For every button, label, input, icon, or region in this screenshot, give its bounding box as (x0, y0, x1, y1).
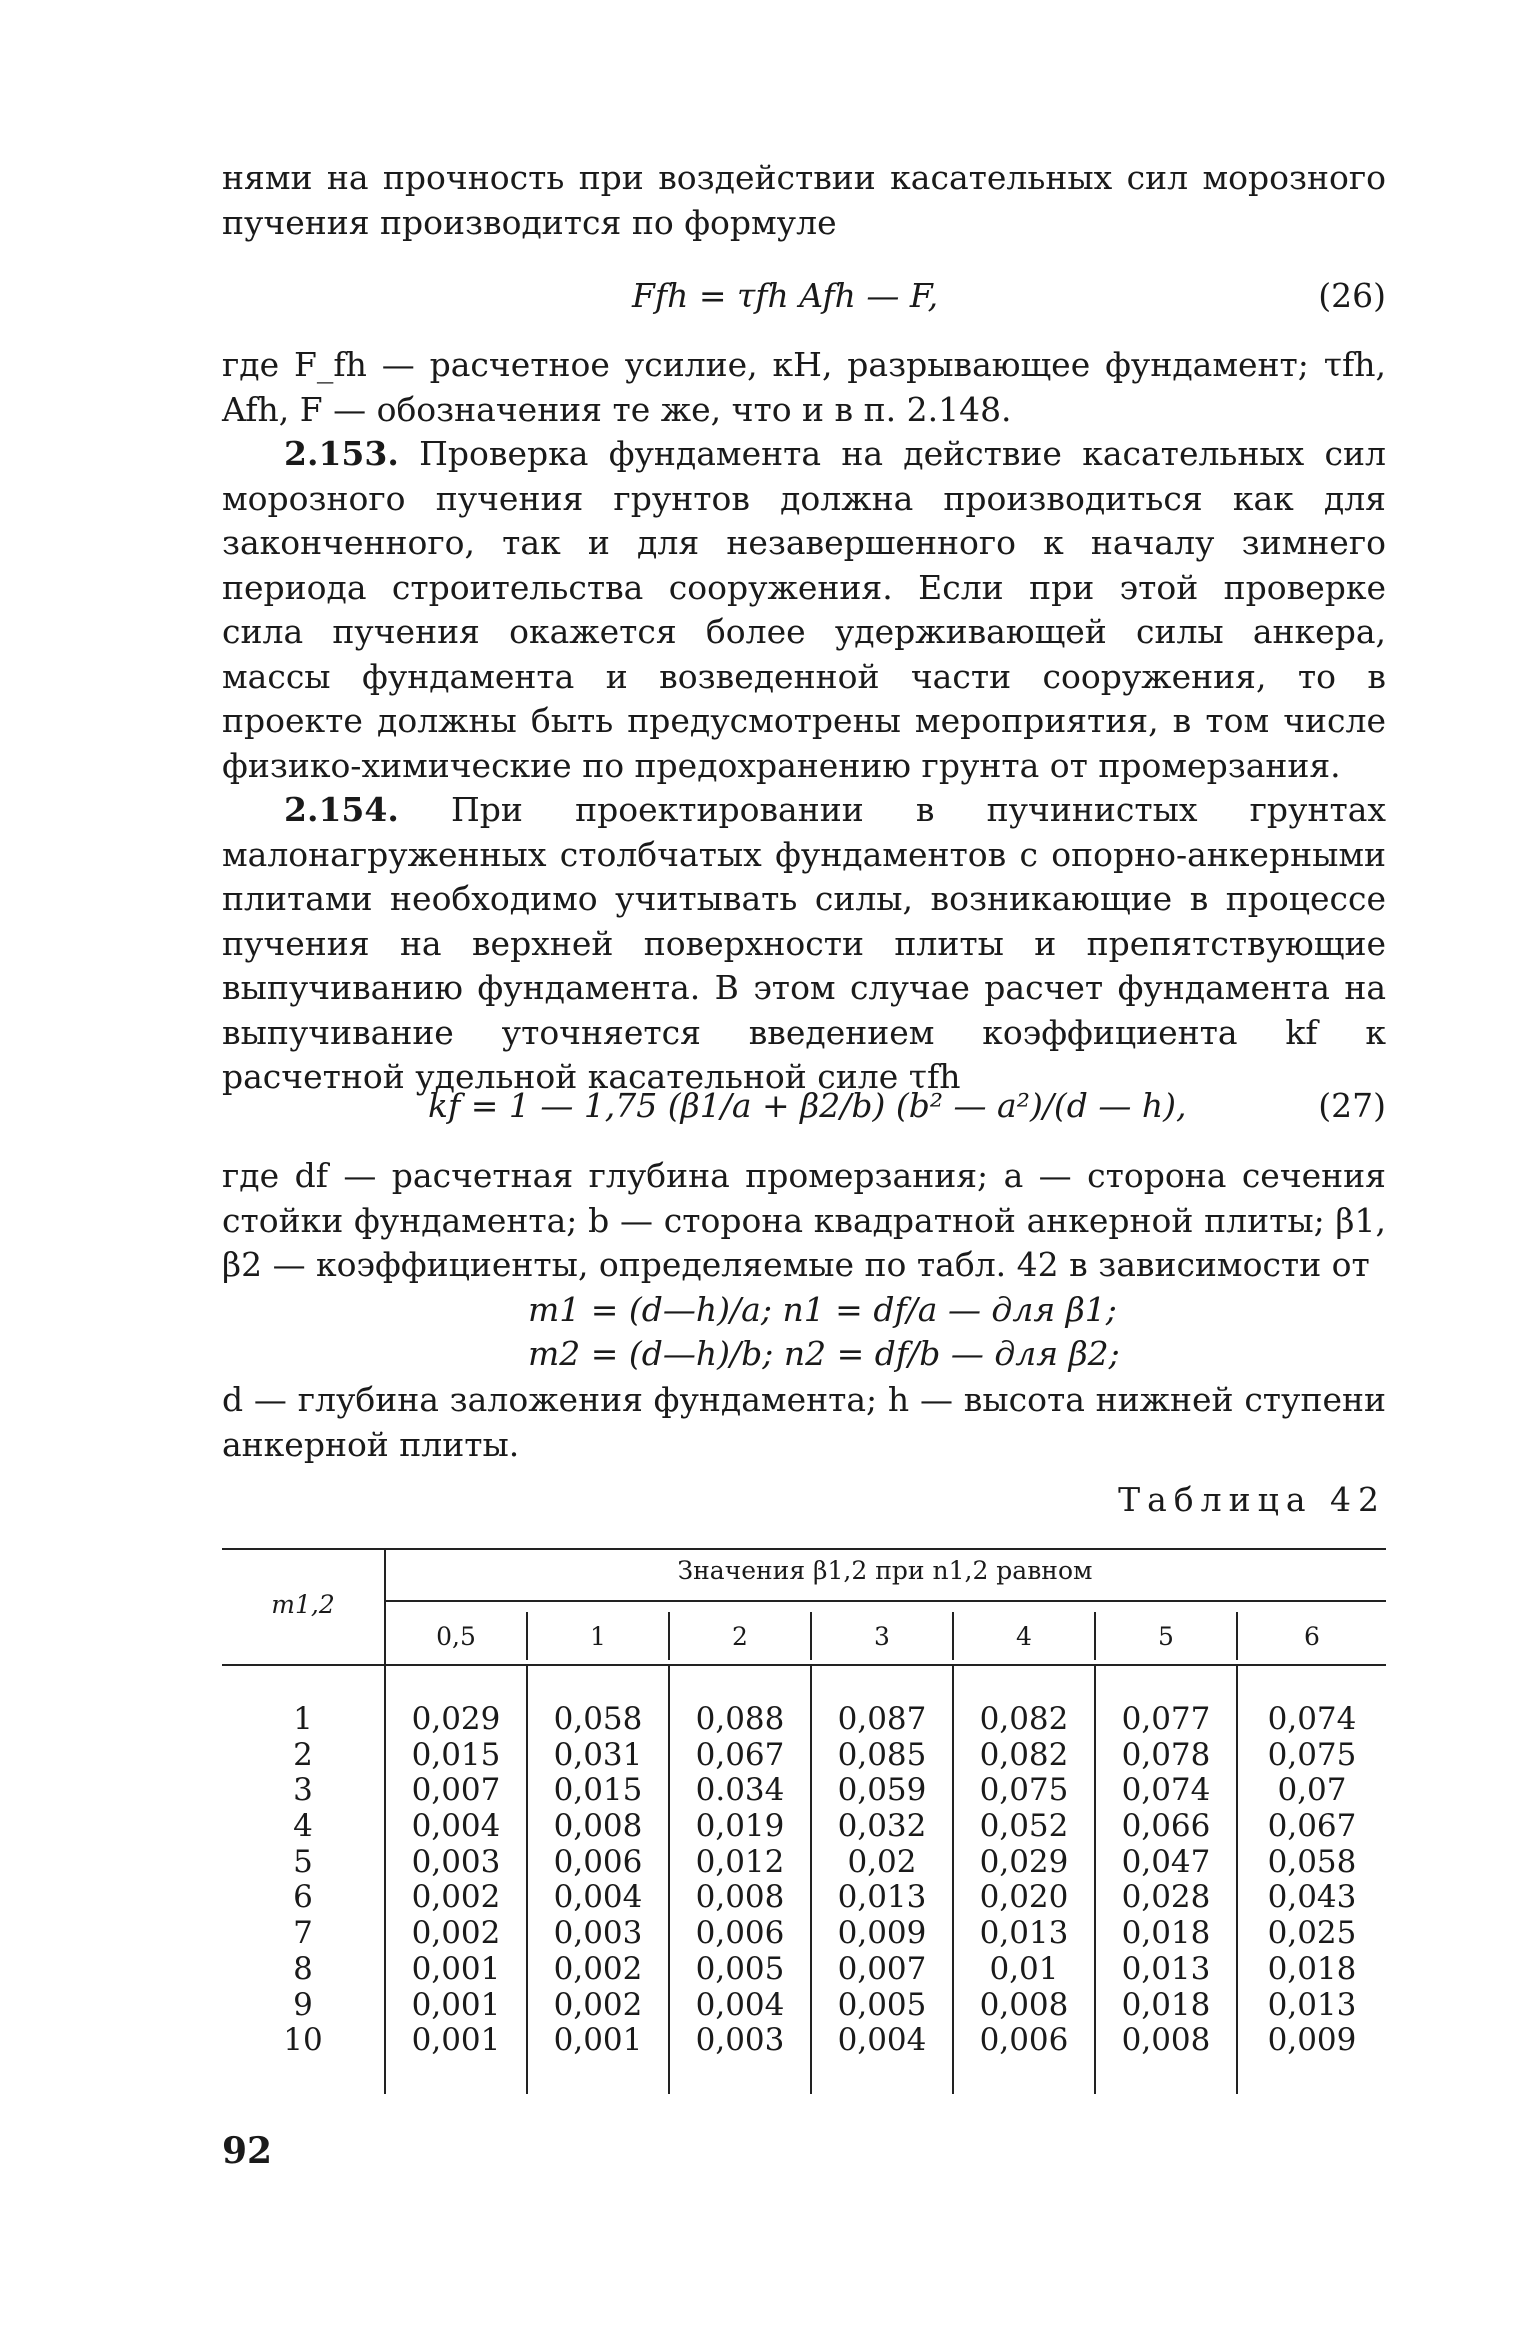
table-group-header: Значения β1,2 при n1,2 равном (677, 1556, 1093, 1585)
table-cell: 0,02 (847, 1843, 917, 1880)
table-cell: 0,059 (837, 1772, 927, 1809)
table-column-header: 2 (732, 1622, 748, 1651)
table-cell: 0,067 (695, 1736, 785, 1773)
table-cell: 0,013 (979, 1915, 1069, 1952)
paragraph-where-27: где df — расчетная глубина промерзания; a — сторона сечения стойки фундамента; b — сторона квадратной анкерной плиты; β1, β2 — коэффициенты, определяемые по табл. 42 в зависимости от (222, 1156, 1386, 1284)
table-column-header: 0,5 (436, 1622, 476, 1651)
table-caption: Таблица 42 (1118, 1480, 1386, 1519)
table-column-header: 5 (1158, 1622, 1174, 1651)
table-cell: 0,013 (1121, 1950, 1211, 1987)
formula-26: Ffh = τfh Afh — F, (632, 276, 939, 315)
table-cell: 0,085 (837, 1736, 927, 1773)
paragraph-intro: нями на прочность при воздействии касательных сил морозного пучения производится по формуле (222, 158, 1386, 242)
table-column-2 (670, 1702, 810, 2059)
table-row-label: 9 (293, 1986, 313, 2023)
paragraph-2-153 (222, 432, 1386, 788)
table-column-6 (1238, 1702, 1386, 2059)
table-column-3 (812, 1702, 952, 2059)
table-row-labels (222, 1702, 384, 2059)
table-cell: 0,032 (837, 1808, 927, 1845)
section-number-2-154: 2.154. (284, 790, 399, 829)
table-row-label: 1 (293, 1701, 313, 1737)
formula-27-number: (27) (1318, 1086, 1386, 1125)
table-cell: 0,029 (979, 1843, 1069, 1880)
table-cell: 0,075 (1267, 1736, 1357, 1773)
table-cell: 0,028 (1121, 1879, 1211, 1916)
table-column-header: 4 (1016, 1622, 1032, 1651)
table-cell: 0,019 (695, 1808, 785, 1845)
table-cell: 0,047 (1121, 1843, 1211, 1880)
table-column-header: 6 (1304, 1622, 1320, 1651)
table-cell: 0,018 (1121, 1915, 1211, 1952)
table-cell: 0,008 (695, 1879, 785, 1916)
table-cell: 0,074 (1267, 1701, 1357, 1737)
table-cell: 0,007 (837, 1950, 927, 1987)
table-column-5 (1096, 1702, 1236, 2059)
table-cell: 0,006 (979, 2022, 1069, 2059)
table-cell: 0,058 (1267, 1843, 1357, 1880)
table-row-label: 3 (293, 1772, 313, 1809)
table-cell: 0,003 (553, 1915, 643, 1952)
table-row-label: 7 (293, 1915, 313, 1952)
page-number: 92 (222, 2130, 273, 2172)
table-cell: 0,077 (1121, 1701, 1211, 1737)
table-cell: 0,009 (837, 1915, 927, 1952)
table-cell: 0,003 (695, 2022, 785, 2059)
table-cell: 0,002 (553, 1950, 643, 1987)
table-cell: 0,004 (837, 2022, 927, 2059)
table-cell: 0,043 (1267, 1879, 1357, 1916)
table-cell: 0,058 (553, 1701, 643, 1737)
table-cell: 0,015 (411, 1736, 501, 1773)
table-cell: 0,018 (1121, 1986, 1211, 2023)
table-cell: 0,008 (553, 1808, 643, 1845)
table-cell: 0,012 (695, 1843, 785, 1880)
table-cell: 0,002 (411, 1915, 501, 1952)
table-row-label: 4 (293, 1808, 313, 1845)
table-cell: 0,082 (979, 1736, 1069, 1773)
table-cell: 0,001 (553, 2022, 643, 2059)
table-group-rule (384, 1600, 1386, 1602)
table-cell: 0,067 (1267, 1808, 1357, 1845)
table-cell: 0,018 (1267, 1950, 1357, 1987)
table-cell: 0,013 (837, 1879, 927, 1916)
table-row-label: 6 (293, 1879, 313, 1916)
table-cell: 0,087 (837, 1701, 927, 1737)
table-cell: 0,004 (411, 1808, 501, 1845)
formula-27: kf = 1 — 1,75 (β1/a + β2/b) (b² — a²)/(d — h), (428, 1086, 1187, 1125)
table-cell: 0,015 (553, 1772, 643, 1809)
table-column-1 (528, 1702, 668, 2059)
table-cell: 0,003 (411, 1843, 501, 1880)
table-cell: 0,006 (695, 1915, 785, 1952)
paragraph-where-26: где F_fh — расчетное усилие, кН, разрывающее фундамент; τfh, Afh, F — обозначения те же, что и в п. 2.148. (222, 345, 1386, 429)
table-cell: 0,088 (695, 1701, 785, 1737)
table-cell: 0,002 (553, 1986, 643, 2023)
table-row-label: 2 (293, 1736, 313, 1773)
paragraph-closing: d — глубина заложения фундамента; h — высота нижней ступени анкерной плиты. (222, 1380, 1386, 1464)
table-row-header: m1,2 (271, 1590, 335, 1619)
table-cell: 0,002 (411, 1879, 501, 1916)
table-cell: 0,007 (411, 1772, 501, 1809)
table-row-label: 8 (293, 1950, 313, 1987)
table-cell: 0,004 (695, 1986, 785, 2023)
paragraph-2-154 (222, 788, 1386, 1100)
table-cell: 0,006 (553, 1843, 643, 1880)
table-cell: 0,078 (1121, 1736, 1211, 1773)
table-row-label: 10 (283, 2022, 323, 2059)
table-column-4 (954, 1702, 1094, 2059)
table-cell: 0,005 (837, 1986, 927, 2023)
table-cell: 0,001 (411, 1950, 501, 1987)
table-cell: 0,01 (989, 1950, 1059, 1987)
table-cell: 0,075 (979, 1772, 1069, 1809)
table-top-rule (222, 1548, 1386, 1550)
table-cell: 0,074 (1121, 1772, 1211, 1809)
table-cell: 0,066 (1121, 1808, 1211, 1845)
table-cell: 0,001 (411, 2022, 501, 2059)
paragraph-2-153-text: Проверка фундамента на действие касательных сил морозного пучения грунтов должна производиться как для законченного, так и для незавершенного к началу зимнего периода строительства сооружения. Если при этой проверке сила пучения окажется более удерживающей силы анкера, массы фундамента и возведенной части сооружения, то в проекте должны быть предусмотрены мероприятия, в том числе физико-химические по предохранению грунта от промерзания. (222, 434, 1386, 785)
table-column-header: 1 (590, 1622, 606, 1651)
table-cell: 0,052 (979, 1808, 1069, 1845)
table-cell: 0,031 (553, 1736, 643, 1773)
table-cell: 0,07 (1277, 1772, 1347, 1809)
table-cell: 0,008 (979, 1986, 1069, 2023)
table-column-header: 3 (874, 1622, 890, 1651)
formula-m2: m2 = (d—h)/b; n2 = df/b — для β2; (528, 1334, 1120, 1373)
table-row-label: 5 (293, 1843, 313, 1880)
table-cell: 0,009 (1267, 2022, 1357, 2059)
table-header-rule (222, 1664, 1386, 1666)
table-cell: 0,013 (1267, 1986, 1357, 2023)
section-number-2-153: 2.153. (284, 434, 399, 473)
table-cell: 0,082 (979, 1701, 1069, 1737)
table-cell: 0.034 (695, 1772, 785, 1809)
paragraph-2-154-text: При проектировании в пучинистых грунтах малонагруженных столбчатых фундаментов с опорно-анкерными плитами необходимо учитывать силы, возникающие в процессе пучения на верхней поверхности плиты и препятствующие выпучиванию фундамента. В этом случае расчет фундамента на выпучивание уточняется введением коэффициента kf к расчетной удельной касательной силе τfh (222, 790, 1387, 1096)
table-cell: 0,001 (411, 1986, 501, 2023)
table-cell: 0,025 (1267, 1915, 1357, 1952)
formula-m1: m1 = (d—h)/a; n1 = df/a — для β1; (528, 1290, 1117, 1329)
table-column-0-5 (386, 1702, 526, 2059)
table-cell: 0,020 (979, 1879, 1069, 1916)
formula-26-number: (26) (1318, 276, 1386, 315)
table-cell: 0,005 (695, 1950, 785, 1987)
table-cell: 0,029 (411, 1701, 501, 1737)
table-cell: 0,004 (553, 1879, 643, 1916)
table-cell: 0,008 (1121, 2022, 1211, 2059)
